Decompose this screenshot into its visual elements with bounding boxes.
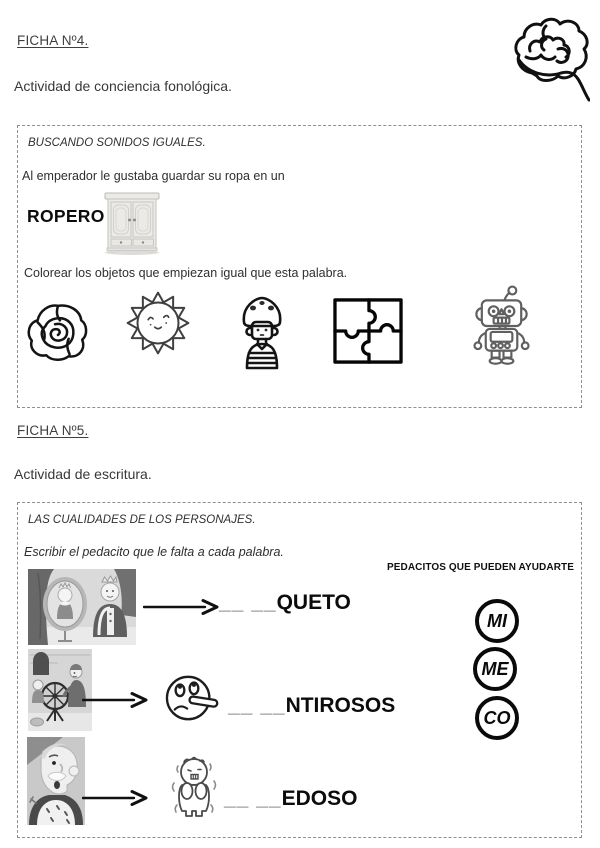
- robot-image: [469, 284, 536, 368]
- sun-image: [126, 287, 190, 359]
- arrow-icon: [143, 598, 221, 616]
- rose-image: [26, 302, 88, 362]
- helpers-title: PEDACITOS QUE PUEDEN AYUDARTE: [386, 562, 574, 573]
- answer-row-edoso: [224, 787, 357, 810]
- ficha4-subtitle: Actividad de conciencia fonológica.: [14, 78, 232, 94]
- spinning-wheel-image: [28, 649, 92, 731]
- escritura-activity-box: [17, 502, 582, 838]
- word-blanks: __ __: [224, 787, 282, 810]
- sonidos-activity-box: [17, 125, 582, 408]
- box1-sentence: Al emperador le gustaba guardar su ropa en un: [22, 169, 285, 183]
- answer-row-queto: [219, 591, 351, 614]
- old-king-image: [27, 737, 85, 825]
- wardrobe-image: [100, 191, 164, 255]
- word-blanks: __ __: [219, 591, 277, 614]
- word-blanks: __ __: [228, 694, 286, 717]
- box2-title: LAS CUALIDADES DE LOS PERSONAJES.: [28, 514, 256, 526]
- pinocchio-face-icon: [164, 671, 222, 725]
- box1-instruction: Colorear los objetos que empiezan igual que esta palabra.: [24, 266, 348, 280]
- keyword-ropero: ROPERO: [27, 206, 105, 226]
- brain-icon: [506, 16, 590, 104]
- ficha5-subtitle: Actividad de escritura.: [14, 466, 152, 482]
- helper-circle-mi: MI: [475, 599, 519, 643]
- word-ending: NTIROSOS: [285, 694, 396, 717]
- helper-circle-co: CO: [475, 696, 519, 740]
- word-ending: EDOSO: [281, 787, 358, 810]
- arrow-icon: [82, 789, 150, 807]
- soldier-image: [239, 294, 285, 370]
- king-mirror-image: [28, 569, 136, 645]
- ficha5-title: FICHA Nº5.: [17, 423, 89, 438]
- puzzle-image: [331, 297, 405, 365]
- ficha4-title: FICHA Nº4.: [17, 33, 89, 48]
- trembling-figure-icon: [170, 755, 218, 821]
- arrow-icon: [82, 691, 150, 709]
- box1-title: BUSCANDO SONIDOS IGUALES.: [28, 137, 206, 149]
- word-ending: QUETO: [276, 591, 351, 614]
- box2-instruction: Escribir el pedacito que le falta a cada palabra.: [24, 545, 284, 559]
- helper-circle-me: ME: [473, 647, 517, 691]
- answer-row-ntirosos: [228, 694, 395, 717]
